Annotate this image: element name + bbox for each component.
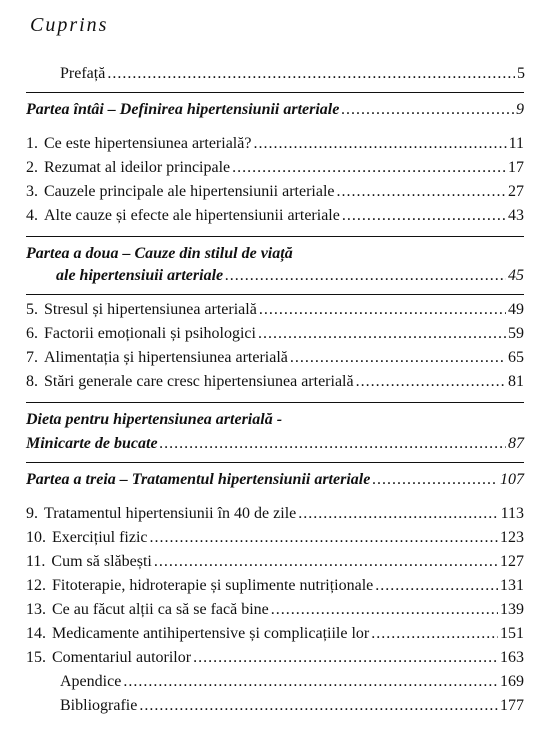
leader-dots — [154, 552, 498, 572]
chapter-number: 3. — [26, 183, 38, 200]
toc-entry-label: Apendice — [60, 673, 122, 690]
leader-dots — [290, 348, 506, 368]
leader-dots — [341, 100, 514, 120]
toc-entry-ch6[interactable] — [26, 324, 524, 344]
leader-dots — [232, 158, 506, 178]
toc-part-page: 107 — [500, 471, 524, 488]
toc-entry-ch11[interactable] — [26, 552, 524, 572]
chapter-number: 11. — [26, 553, 46, 570]
toc-entry-preface[interactable] — [60, 64, 525, 84]
toc-entry-page: 43 — [508, 207, 524, 224]
leader-dots — [356, 372, 506, 392]
leader-dots — [107, 64, 515, 84]
toc-entry-label: Alte cauze și efecte ale hipertensiunii arteriale — [44, 207, 340, 224]
chapter-number: 8. — [26, 373, 38, 390]
chapter-number: 6. — [26, 325, 38, 342]
leader-dots — [375, 576, 498, 596]
toc-part-page: 9 — [516, 101, 524, 118]
chapter-number: 7. — [26, 349, 38, 366]
chapter-number: 4. — [26, 207, 38, 224]
chapter-number: 9. — [26, 505, 38, 522]
toc-entry-label: Cum să slăbești — [51, 553, 152, 570]
divider — [26, 462, 524, 463]
toc-entry-page: 81 — [508, 373, 524, 390]
toc-entry-label: Stări generale care cresc hipertensiunea arterială — [44, 373, 354, 390]
toc-entry-ch7[interactable] — [26, 348, 524, 368]
leader-dots — [337, 182, 506, 202]
toc-entry-label: Exercițiul fizic — [52, 529, 148, 546]
toc-entry-ch8[interactable] — [26, 372, 524, 392]
toc-entry-label: Comentariul autorilor — [52, 649, 192, 666]
toc-diet-line2[interactable] — [26, 434, 524, 454]
toc-entry-label: Tratamentul hipertensiunii în 40 de zile — [44, 505, 297, 522]
toc-entry-ch10[interactable] — [26, 528, 524, 548]
toc-entry-ch12[interactable] — [26, 576, 524, 596]
divider — [26, 92, 524, 93]
toc-entry-ch9[interactable] — [26, 504, 524, 524]
toc-entry-ch5[interactable] — [26, 300, 524, 320]
toc-part-label: ale hipertensiuii arteriale — [56, 267, 224, 284]
leader-dots — [259, 300, 506, 320]
toc-part-1[interactable] — [26, 100, 524, 120]
toc-entry-page: 27 — [508, 183, 524, 200]
toc-entry-page: 163 — [500, 649, 524, 666]
toc-entry-label: Bibliografie — [60, 697, 138, 714]
toc-entry-ch2[interactable] — [26, 158, 524, 178]
toc-entry-label: Rezumat al ideilor principale — [44, 159, 231, 176]
toc-part-2-line1[interactable] — [26, 244, 524, 264]
toc-part-label: Partea întâi – Definirea hipertensiunii arteriale — [26, 101, 340, 118]
toc-entry-page: 177 — [500, 697, 524, 714]
chapter-number: 5. — [26, 301, 38, 318]
toc-entry-label: Ce au făcut alții ca să se facă bine — [52, 601, 269, 618]
toc-entry-ch14[interactable] — [26, 624, 524, 644]
leader-dots — [253, 134, 506, 154]
toc-entry-page: 139 — [500, 601, 524, 618]
toc-entry-label: Stresul și hipertensiunea arterială — [44, 301, 257, 318]
toc-entry-label: Cauzele principale ale hipertensiunii arteriale — [44, 183, 335, 200]
toc-entry-page: 11 — [508, 135, 524, 152]
toc-entry-page: 17 — [508, 159, 524, 176]
chapter-number: 10. — [26, 529, 46, 546]
toc-part-label: Partea a doua – Cauze din stilul de viață — [26, 245, 293, 262]
leader-dots — [160, 434, 506, 454]
leader-dots — [298, 504, 498, 524]
leader-dots — [371, 624, 498, 644]
leader-dots — [258, 324, 506, 344]
chapter-number: 1. — [26, 135, 38, 152]
leader-dots — [342, 206, 506, 226]
toc-entry-page: 5 — [517, 65, 525, 82]
toc-entry-page: 123 — [500, 529, 524, 546]
toc-entry-ch13[interactable] — [26, 600, 524, 620]
toc-part-label: Partea a treia – Tratamentul hipertensiunii arteriale — [26, 471, 371, 488]
toc-part-3[interactable] — [26, 470, 524, 490]
leader-dots — [150, 528, 498, 548]
toc-entry-label: Prefață — [60, 65, 106, 82]
toc-entry-ch4[interactable] — [26, 206, 524, 226]
toc-part-page: 87 — [508, 435, 524, 452]
leader-dots — [225, 266, 506, 286]
chapter-number: 15. — [26, 649, 46, 666]
toc-entry-ch1[interactable] — [26, 134, 524, 154]
chapter-number: 13. — [26, 601, 46, 618]
toc-entry-ch15[interactable] — [26, 648, 524, 668]
leader-dots — [193, 648, 498, 668]
leader-dots — [139, 696, 498, 716]
toc-entry-page: 49 — [508, 301, 524, 318]
toc-entry-bibliography[interactable] — [60, 696, 524, 716]
toc-part-page: 45 — [508, 267, 524, 284]
chapter-number: 2. — [26, 159, 38, 176]
toc-entry-label: Factorii emoționali și psihologici — [44, 325, 256, 342]
toc-entry-appendix[interactable] — [60, 672, 524, 692]
toc-entry-label: Medicamente antihipertensive și complicațiile lor — [52, 625, 370, 642]
toc-entry-page: 59 — [508, 325, 524, 342]
divider — [26, 236, 524, 237]
toc-entry-label: Alimentația și hipertensiunea arterială — [44, 349, 288, 366]
chapter-number: 14. — [26, 625, 46, 642]
toc-entry-label: Fitoterapie, hidroterapie și suplimente nutriționale — [52, 577, 374, 594]
toc-part-label: Dieta pentru hipertensiunea arterială - — [26, 411, 283, 428]
divider — [26, 294, 524, 295]
toc-entry-page: 127 — [500, 553, 524, 570]
divider — [26, 402, 524, 403]
toc-entry-ch3[interactable] — [26, 182, 524, 202]
toc-diet-line1[interactable] — [26, 410, 524, 430]
toc-entry-page: 113 — [500, 505, 524, 522]
toc-entry-page: 151 — [500, 625, 524, 642]
toc-entry-label: Ce este hipertensiunea arterială? — [44, 135, 252, 152]
page-title: Cuprins — [30, 14, 109, 36]
toc-part-2-line2[interactable] — [56, 266, 524, 286]
toc-entry-page: 131 — [500, 577, 524, 594]
leader-dots — [271, 600, 498, 620]
chapter-number: 12. — [26, 577, 46, 594]
leader-dots — [123, 672, 498, 692]
toc-entry-page: 169 — [500, 673, 524, 690]
leader-dots — [372, 470, 498, 490]
toc-part-label: Minicarte de bucate — [26, 435, 158, 452]
toc-entry-page: 65 — [508, 349, 524, 366]
